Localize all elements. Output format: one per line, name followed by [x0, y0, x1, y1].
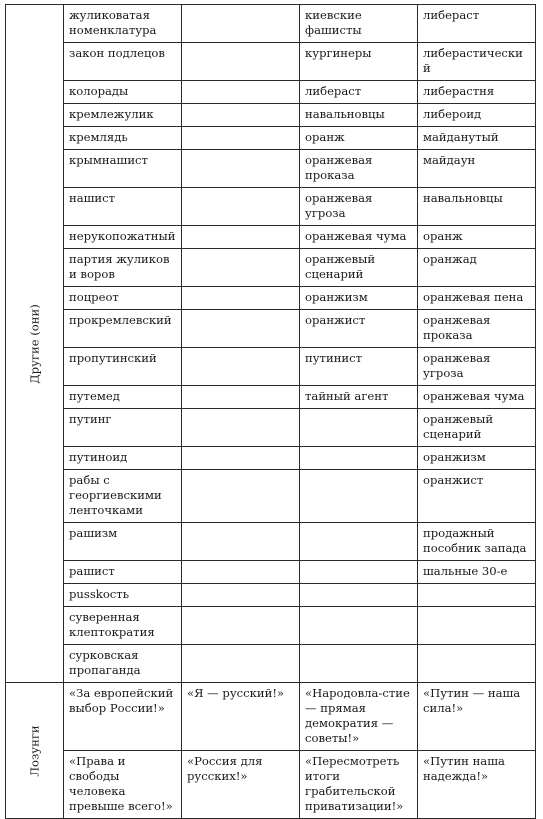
- table-cell: партия жуликов и воров: [64, 249, 182, 287]
- table-cell: оранжевая угроза: [300, 188, 418, 226]
- table-cell: закон подлецов: [64, 43, 182, 81]
- table-cell: оранжевая чума: [300, 226, 418, 249]
- table-cell: [182, 188, 300, 226]
- group-slogans-label: Лозунги: [27, 724, 41, 777]
- table-cell: навальновцы: [418, 188, 536, 226]
- table-cell: «Народовла-стие — прямая демократия — советы!»: [300, 683, 418, 751]
- table-cell: [182, 584, 300, 607]
- table-row: [6, 584, 536, 607]
- table-cell: прокремлевский: [64, 310, 182, 348]
- table-row: [6, 409, 536, 447]
- table-cell: [182, 226, 300, 249]
- table-cell: [182, 470, 300, 523]
- table-cell: суверенная клептократия: [64, 607, 182, 645]
- table-cell: [182, 310, 300, 348]
- table-cell: либероид: [418, 104, 536, 127]
- table-cell: [182, 561, 300, 584]
- table-cell: поцреот: [64, 287, 182, 310]
- table-cell: [182, 386, 300, 409]
- table-cell: либерастня: [418, 81, 536, 104]
- table-cell: нерукопожатный: [64, 226, 182, 249]
- table-row: [6, 607, 536, 645]
- table-cell: [182, 645, 300, 683]
- group-others: [6, 5, 64, 683]
- table-cell: [182, 249, 300, 287]
- slogan-row: [6, 751, 536, 819]
- table-row: [6, 5, 536, 43]
- table-cell: майдаун: [418, 150, 536, 188]
- table-cell: [182, 409, 300, 447]
- table-cell: нашист: [64, 188, 182, 226]
- table-cell: рusskость: [64, 584, 182, 607]
- table-row: [6, 249, 536, 287]
- table-cell: оранжевая проказа: [418, 310, 536, 348]
- table-cell: [418, 584, 536, 607]
- table-cell: кремлежулик: [64, 104, 182, 127]
- table-cell: [300, 561, 418, 584]
- slogan-row: [6, 683, 536, 751]
- table-row: [6, 226, 536, 249]
- table-cell: колорады: [64, 81, 182, 104]
- table-cell: навальновцы: [300, 104, 418, 127]
- table-cell: [182, 5, 300, 43]
- table-cell: оранжизм: [300, 287, 418, 310]
- table-cell: оранж: [418, 226, 536, 249]
- table-cell: [300, 584, 418, 607]
- table-cell: либераст: [418, 5, 536, 43]
- table-row: [6, 104, 536, 127]
- table-row: [6, 523, 536, 561]
- table-cell: [182, 287, 300, 310]
- table-cell: оранж: [300, 127, 418, 150]
- table-cell: оранжист: [300, 310, 418, 348]
- table-cell: кремлядь: [64, 127, 182, 150]
- table-cell: «Права и свободы человека превыше всего!»: [64, 751, 182, 819]
- table-cell: «За европейский выбор России!»: [64, 683, 182, 751]
- table-row: [6, 287, 536, 310]
- table-row: [6, 386, 536, 409]
- table-cell: оранжевый сценарий: [300, 249, 418, 287]
- table-cell: [182, 104, 300, 127]
- table-row: [6, 470, 536, 523]
- table-cell: жуликоватая номенклатура: [64, 5, 182, 43]
- table-cell: [418, 645, 536, 683]
- table-cell: [182, 150, 300, 188]
- table-cell: оранжад: [418, 249, 536, 287]
- table-cell: «Путин — наша сила!»: [418, 683, 536, 751]
- table-cell: продажный пособник запада: [418, 523, 536, 561]
- table-cell: оранжевая чума: [418, 386, 536, 409]
- table-body: [6, 5, 536, 819]
- table-cell: [300, 645, 418, 683]
- table-cell: оранжевая угроза: [418, 348, 536, 386]
- table-cell: либераст: [300, 81, 418, 104]
- table-cell: тайный агент: [300, 386, 418, 409]
- table-row: [6, 150, 536, 188]
- table-cell: рашизм: [64, 523, 182, 561]
- table-cell: майданутый: [418, 127, 536, 150]
- table-cell: путинг: [64, 409, 182, 447]
- table-cell: путинист: [300, 348, 418, 386]
- table-cell: [182, 43, 300, 81]
- table-cell: оранжевая проказа: [300, 150, 418, 188]
- table-cell: [300, 447, 418, 470]
- table-row: [6, 645, 536, 683]
- group-others-label: Другие (они): [27, 303, 41, 384]
- table-cell: «Пересмотреть итоги грабительской приватизации!»: [300, 751, 418, 819]
- table-cell: [182, 127, 300, 150]
- table-cell: оранжевый сценарий: [418, 409, 536, 447]
- table-cell: [182, 348, 300, 386]
- table-cell: [182, 607, 300, 645]
- table-cell: путиноид: [64, 447, 182, 470]
- table-cell: оранжевая пена: [418, 287, 536, 310]
- table-row: [6, 561, 536, 584]
- table-row: [6, 43, 536, 81]
- table-cell: «Путин наша надежда!»: [418, 751, 536, 819]
- table-cell: [300, 523, 418, 561]
- table-cell: [300, 470, 418, 523]
- table-cell: крымнашист: [64, 150, 182, 188]
- table-cell: «Я — русский!»: [182, 683, 300, 751]
- lexicon-table: [5, 4, 536, 819]
- table-row: [6, 127, 536, 150]
- table-cell: кургинеры: [300, 43, 418, 81]
- table-row: [6, 447, 536, 470]
- table-cell: [182, 447, 300, 470]
- table-cell: [182, 81, 300, 104]
- table-row: [6, 348, 536, 386]
- table-cell: оранжизм: [418, 447, 536, 470]
- table-cell: либерастический: [418, 43, 536, 81]
- table-cell: [300, 409, 418, 447]
- table-cell: оранжист: [418, 470, 536, 523]
- table-cell: «Россия для русских!»: [182, 751, 300, 819]
- table-cell: сурковская пропаганда: [64, 645, 182, 683]
- table-row: [6, 81, 536, 104]
- group-slogans: [6, 683, 64, 819]
- table-cell: [418, 607, 536, 645]
- table-cell: [182, 523, 300, 561]
- table-cell: киевские фашисты: [300, 5, 418, 43]
- table-cell: [300, 607, 418, 645]
- table-cell: рашист: [64, 561, 182, 584]
- table-cell: шальные 30-е: [418, 561, 536, 584]
- table-cell: путемед: [64, 386, 182, 409]
- table-cell: рабы с георгиевскими ленточками: [64, 470, 182, 523]
- table-row: [6, 188, 536, 226]
- table-row: [6, 310, 536, 348]
- table-cell: пропутинский: [64, 348, 182, 386]
